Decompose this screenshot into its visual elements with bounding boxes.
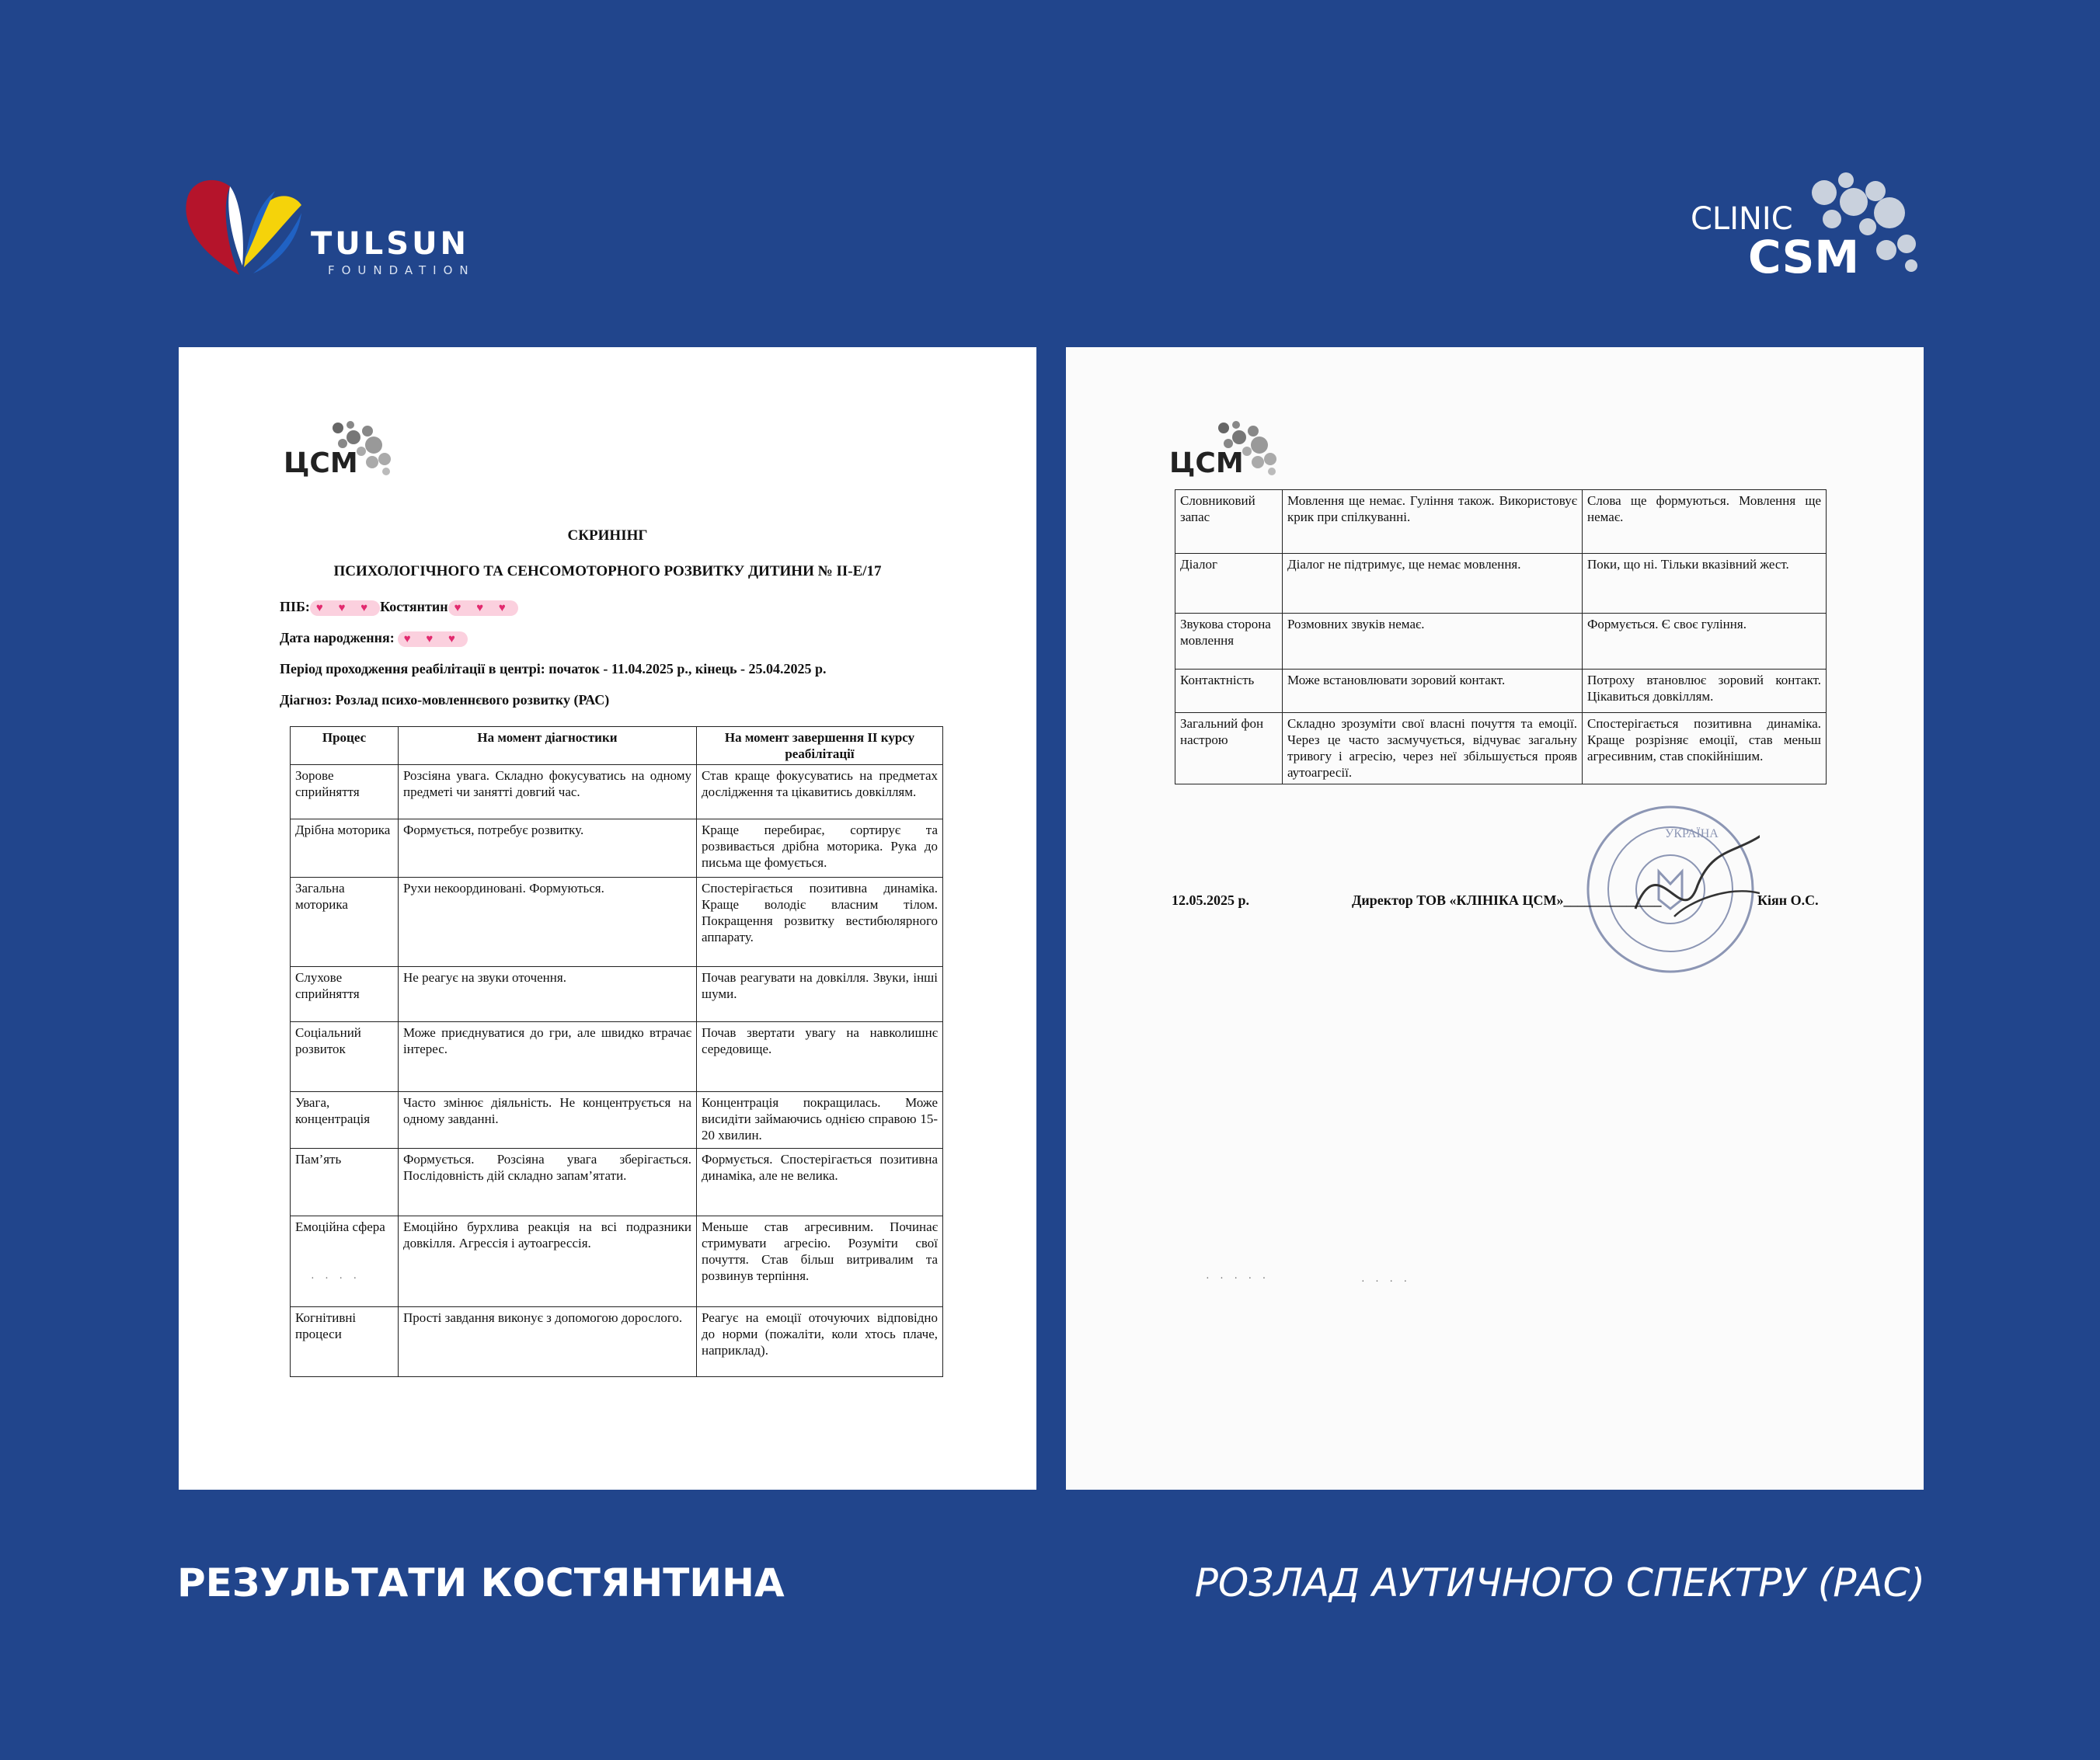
- after-cell: Меньше став агресивним. Починає стримувати агресію. Розуміти свої почуття. Став більш витривалим та розвинув терпіння.: [697, 1216, 943, 1307]
- screening-table-1: [290, 726, 943, 1377]
- signature-underline: ______________: [1563, 892, 1662, 908]
- after-cell: Формується. Спостерігається позитивна динаміка, але не велика.: [697, 1149, 943, 1216]
- dob-label: Дата народження:: [280, 630, 395, 645]
- process-cell: Зорове сприйняття: [291, 765, 399, 819]
- screening-page-2: [1066, 347, 1924, 1490]
- table-row: [1175, 713, 1827, 784]
- table-row: [1175, 614, 1827, 670]
- redacted-dob: ♥ ♥ ♥: [398, 631, 468, 647]
- process-cell: Діалог: [1175, 554, 1283, 614]
- signature-date: 12.05.2025 р.: [1172, 892, 1250, 908]
- table-row: [291, 1216, 943, 1307]
- header-after: На момент завершення ІІ курсу реабілітації: [697, 727, 943, 765]
- header-before: На момент діагностики: [399, 727, 697, 765]
- tulsun-foundation-logo: [179, 172, 505, 281]
- before-cell: Мовлення ще немає. Гуління також. Використовує крик при спілкуванні.: [1283, 490, 1583, 554]
- scan-noise: · · · · ·: [1206, 1273, 1270, 1285]
- process-cell: Контактність: [1175, 670, 1283, 713]
- before-cell: Часто змінює діяльність. Не концентрується на одному завданні.: [399, 1092, 697, 1149]
- after-cell: Спостерігається позитивна динаміка. Краще розрізняє емоції, став меньш агресивним, став спокійнішим.: [1583, 713, 1827, 784]
- table-row: [1175, 670, 1827, 713]
- process-cell: Слухове сприйняття: [291, 967, 399, 1022]
- after-cell: Реагує на емоції оточуючих відповідно до норми (пожаліти, коли хтось плаче, наприклад).: [697, 1307, 943, 1377]
- process-cell: Емоційна сфера: [291, 1216, 399, 1307]
- after-cell: Спостерігається позитивна динаміка. Краще володіє власним тілом. Покращення розвитку вестибюлярного аппарату.: [697, 878, 943, 967]
- header-process: Процес: [291, 727, 399, 765]
- process-cell: Пам’ять: [291, 1149, 399, 1216]
- clinic-csm-logo: [1686, 169, 1927, 286]
- pib-field: [280, 599, 518, 616]
- table-row: [1175, 554, 1827, 614]
- process-cell: Звукова сторона мовлення: [1175, 614, 1283, 670]
- signature-line: [1352, 892, 1662, 909]
- before-cell: Може приєднуватися до гри, але швидко втрачає інтерес.: [399, 1022, 697, 1092]
- doc-logo-text: ЦСМ: [284, 447, 358, 479]
- redacted-patronymic: ♥ ♥ ♥: [448, 600, 518, 616]
- before-cell: Може встановлювати зоровий контакт.: [1283, 670, 1583, 713]
- before-cell: Діалог не підтримує, ще немає мовлення.: [1283, 554, 1583, 614]
- doc-csm-logo: [284, 419, 408, 489]
- table-row: [291, 1022, 943, 1092]
- molecule-dots-icon: [1802, 169, 1927, 278]
- doc-title: СКРИНІНГ: [567, 527, 648, 544]
- doc-csm-logo: [1169, 419, 1294, 489]
- caption-diagnosis: РОЗЛАД АУТИЧНОГО СПЕКТРУ (РАС): [1194, 1560, 1925, 1605]
- pib-name: Костянтин: [380, 599, 448, 614]
- process-cell: Когнітивні процеси: [291, 1307, 399, 1377]
- csm-wordmark: CSM: [1748, 231, 1860, 283]
- before-cell: Прості завдання виконує з допомогою дорослого.: [399, 1307, 697, 1377]
- doc-subtitle: ПСИХОЛОГІЧНОГО ТА СЕНСОМОТОРНОГО РОЗВИТКУ ДИТИНИ № ІІ-Е/17: [333, 563, 882, 579]
- process-cell: Словниковий запас: [1175, 490, 1283, 554]
- table-row: [291, 878, 943, 967]
- doc-logo-text: ЦСМ: [1169, 447, 1244, 479]
- before-cell: Складно зрозуміти свої власні почуття та емоції. Через це часто засмучується, відчуває загальну тривогу і агресію, через неї збільшується прояв аутоагресії.: [1283, 713, 1583, 784]
- tulsun-subtitle: FOUNDATION: [328, 263, 475, 277]
- process-cell: Дрібна моторика: [291, 819, 399, 878]
- before-cell: Формується. Розсіяна увага зберігається. Послідовність дій складно запам’ятати.: [399, 1149, 697, 1216]
- table-row: [1175, 490, 1827, 554]
- pib-label: ПІБ:: [280, 599, 310, 614]
- tulsun-heart-icon: [179, 172, 311, 281]
- before-cell: Розсіяна увага. Складно фокусуватись на одному предметі чи занятті довгий час.: [399, 765, 697, 819]
- after-cell: Концентрація покращилась. Може висидіти займаючись однією справою 15-20 хвилин.: [697, 1092, 943, 1149]
- table-row: [291, 765, 943, 819]
- after-cell: Потроху втановлює зоровий контакт. Цікавиться довкіллям.: [1583, 670, 1827, 713]
- signer-name: Кіян О.С.: [1757, 892, 1819, 908]
- table-row: [291, 819, 943, 878]
- period-field: Період проходження реабілітації в центрі: початок - 11.04.2025 р., кінець - 25.04.2025 р.: [280, 661, 827, 677]
- table-row: [291, 1149, 943, 1216]
- process-cell: Соціальний розвиток: [291, 1022, 399, 1092]
- after-cell: Почав звертати увагу на навколишнє середовище.: [697, 1022, 943, 1092]
- dob-field: [280, 630, 468, 647]
- tulsun-wordmark: TULSUN: [311, 226, 470, 262]
- process-cell: Увага, концентрація: [291, 1092, 399, 1149]
- redacted-surname: ♥ ♥ ♥: [310, 600, 380, 616]
- before-cell: Не реагує на звуки оточення.: [399, 967, 697, 1022]
- before-cell: Розмовних звуків немає.: [1283, 614, 1583, 670]
- table-header-row: [291, 727, 943, 765]
- before-cell: Рухи некоординовані. Формуються.: [399, 878, 697, 967]
- caption-results: РЕЗУЛЬТАТИ КОСТЯНТИНА: [177, 1560, 785, 1605]
- after-cell: Почав реагувати на довкілля. Звуки, інші шуми.: [697, 967, 943, 1022]
- csm-clinic-word: CLINIC: [1691, 201, 1793, 237]
- before-cell: Формується, потребує розвитку.: [399, 819, 697, 878]
- after-cell: Поки, що ні. Тільки вказівний жест.: [1583, 554, 1827, 614]
- screening-table-2: [1175, 489, 1827, 784]
- stamp-text: УКРАЇНА: [1665, 827, 1719, 840]
- after-cell: Краще перебирає, сортирує та розвивається дрібна моторика. Рука до письма ще фомується.: [697, 819, 943, 878]
- screening-page-1: [179, 347, 1036, 1490]
- diagnosis-field: Діагноз: Розлад психо-мовленнєвого розвитку (РАС): [280, 692, 610, 708]
- table-row: [291, 967, 943, 1022]
- table-row: [291, 1092, 943, 1149]
- after-cell: Формується. Є своє гуління.: [1583, 614, 1827, 670]
- process-cell: Загальний фон настрою: [1175, 713, 1283, 784]
- before-cell: Емоційно бурхлива реакція на всі подразники довкілля. Агрессія і аутоагрессія.: [399, 1216, 697, 1307]
- official-stamp-icon: [1581, 800, 1760, 979]
- after-cell: Слова ще формуються. Мовлення ще немає.: [1583, 490, 1827, 554]
- scan-noise: · · · ·: [1361, 1276, 1412, 1288]
- signatory-title: Директор ТОВ «КЛІНІКА ЦСМ»: [1352, 892, 1564, 908]
- after-cell: Став краще фокусуватись на предметах дослідження та цікавитись довкіллям.: [697, 765, 943, 819]
- scan-noise: · · · ·: [311, 1273, 361, 1285]
- table-row: [291, 1307, 943, 1377]
- process-cell: Загальна моторика: [291, 878, 399, 967]
